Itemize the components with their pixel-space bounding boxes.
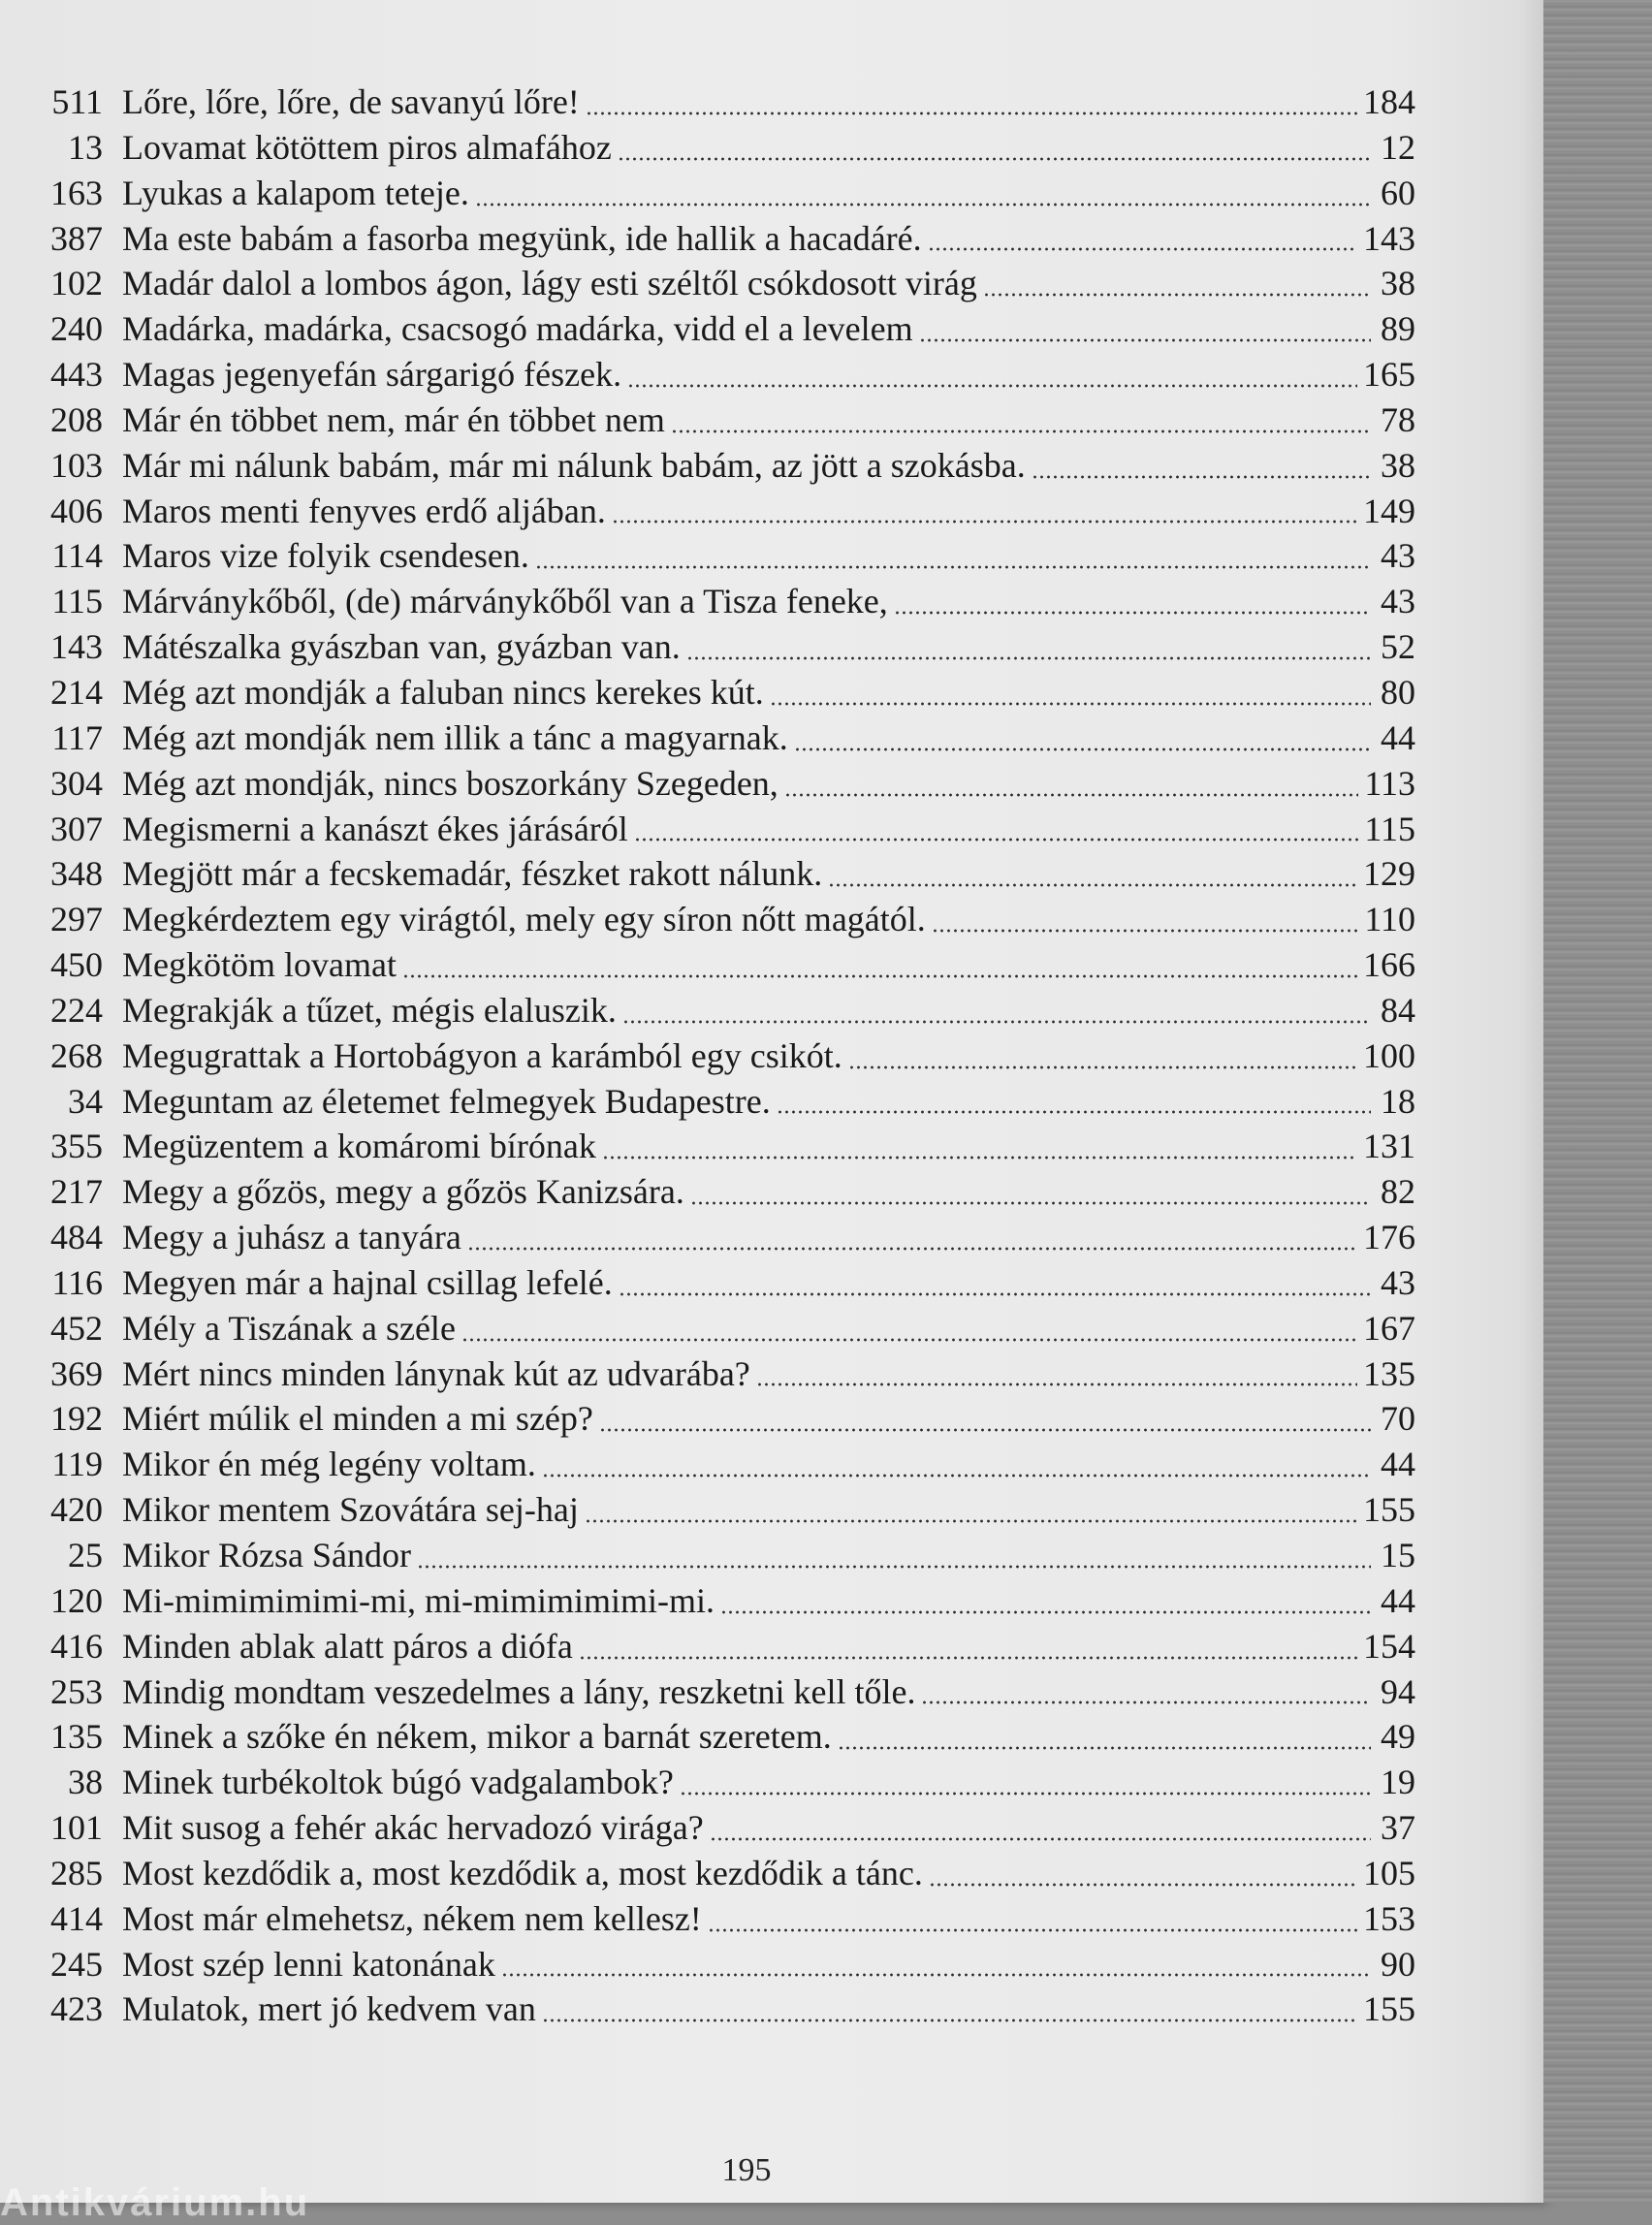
entry-number: 25 xyxy=(68,1536,103,1574)
entry-page: 18 xyxy=(1381,1081,1415,1121)
dot-leader xyxy=(627,384,1357,388)
dot-leader xyxy=(921,1701,1371,1704)
dot-leader xyxy=(690,1201,1371,1205)
entry-page: 19 xyxy=(1381,1763,1415,1802)
entry-title: Megy a juhász a tanyára xyxy=(122,1218,461,1257)
entry-page: 84 xyxy=(1381,990,1415,1030)
dot-leader xyxy=(756,1383,1357,1386)
entry-page: 110 xyxy=(1364,900,1415,939)
page-number: 195 xyxy=(721,2152,772,2188)
dot-leader xyxy=(848,1065,1357,1069)
entry-title: Megkötöm lovamat xyxy=(122,945,397,985)
index-entry xyxy=(39,1035,1415,1081)
entry-number: 406 xyxy=(50,491,103,530)
index-entry xyxy=(39,1988,1415,2034)
entry-page: 143 xyxy=(1363,218,1415,258)
entry-number: 423 xyxy=(50,1989,103,2029)
index-entry xyxy=(39,1807,1415,1853)
index-entry xyxy=(39,1944,1415,1989)
entry-page: 165 xyxy=(1363,355,1415,395)
dot-leader xyxy=(671,429,1371,433)
entry-title: Minek turbékoltok búgó vadgalambok? xyxy=(122,1763,674,1802)
dot-leader xyxy=(828,883,1357,887)
index-entry xyxy=(39,944,1415,990)
entry-page: 52 xyxy=(1381,627,1415,667)
index-entry xyxy=(39,1671,1415,1717)
dot-leader xyxy=(794,747,1371,751)
dot-leader xyxy=(417,1565,1371,1569)
entry-title: Mit susog a fehér akác hervadozó virága? xyxy=(122,1808,704,1848)
dot-leader xyxy=(770,702,1371,706)
entry-page: 167 xyxy=(1363,1308,1415,1348)
entry-page: 44 xyxy=(1381,1580,1415,1620)
entry-title: Maros menti fenyves erdő aljában. xyxy=(122,491,606,530)
entry-number: 217 xyxy=(50,1172,103,1212)
entry-number: 253 xyxy=(50,1671,103,1711)
index-entry xyxy=(39,1308,1415,1353)
entry-number: 115 xyxy=(51,582,103,621)
entry-page: 155 xyxy=(1363,1989,1415,2029)
dot-leader xyxy=(708,1928,1357,1932)
index-entry xyxy=(39,1580,1415,1626)
index-entry xyxy=(39,1535,1415,1580)
entry-title: Még azt mondják a faluban nincs kerekes kút. xyxy=(122,672,764,712)
entry-title: Most szép lenni katonának xyxy=(122,1944,495,1984)
entry-page: 12 xyxy=(1381,127,1415,167)
index-entry xyxy=(39,399,1415,445)
entry-number: 143 xyxy=(50,627,103,667)
dot-leader xyxy=(475,203,1371,207)
dot-leader xyxy=(932,929,1359,933)
entry-number: 120 xyxy=(50,1580,103,1620)
entry-page: 135 xyxy=(1363,1353,1415,1393)
entry-page: 43 xyxy=(1381,536,1415,576)
entry-number: 38 xyxy=(68,1763,103,1802)
entry-number: 114 xyxy=(51,536,103,576)
index-entry xyxy=(39,763,1415,809)
dot-leader xyxy=(622,1020,1371,1024)
index-entry xyxy=(39,1398,1415,1444)
dot-leader xyxy=(680,1792,1371,1796)
entry-title: Most kezdődik a, most kezdődik a, most kezdődik a tánc. xyxy=(122,1853,923,1892)
entry-title: Minden ablak alatt páros a diófa xyxy=(122,1626,573,1666)
entry-page: 94 xyxy=(1381,1671,1415,1711)
entry-title: Megjött már a fecskemadár, fészket rakott nálunk. xyxy=(122,854,823,894)
index-entry xyxy=(39,535,1415,581)
entry-number: 416 xyxy=(50,1626,103,1666)
song-index-list xyxy=(39,81,1415,2034)
dot-leader xyxy=(928,247,1357,251)
index-entry xyxy=(39,81,1415,127)
entry-page: 15 xyxy=(1381,1536,1415,1574)
entry-number: 103 xyxy=(50,445,103,485)
book-edge xyxy=(1543,0,1652,2203)
entry-page: 89 xyxy=(1381,309,1415,349)
dot-leader xyxy=(1032,475,1371,479)
entry-page: 70 xyxy=(1381,1399,1415,1439)
entry-page: 82 xyxy=(1381,1172,1415,1212)
dot-leader xyxy=(599,1428,1371,1432)
entry-page: 113 xyxy=(1364,763,1415,803)
entry-title: Mért nincs minden lánynak kút az udvarába? xyxy=(122,1353,750,1393)
entry-page: 43 xyxy=(1381,1262,1415,1302)
entry-title: Lyukas a kalapom teteje. xyxy=(122,173,469,212)
entry-title: Megismerni a kanászt ékes járásáról xyxy=(122,809,628,848)
index-entry xyxy=(39,1353,1415,1399)
index-entry xyxy=(39,809,1415,854)
entry-number: 414 xyxy=(50,1898,103,1938)
entry-page: 43 xyxy=(1381,582,1415,621)
entry-page: 154 xyxy=(1363,1626,1415,1666)
entry-number: 369 xyxy=(50,1353,103,1393)
dot-leader xyxy=(929,1883,1357,1887)
index-entry xyxy=(39,1081,1415,1127)
entry-title: Mély a Tiszának a széle xyxy=(122,1308,456,1348)
entry-number: 101 xyxy=(50,1808,103,1848)
index-entry xyxy=(39,1898,1415,1944)
entry-title: Lovamat kötöttem piros almafához xyxy=(122,127,612,167)
entry-title: Madár dalol a lombos ágon, lágy esti széltől csókdosott virág xyxy=(122,264,977,303)
entry-title: Mikor Rózsa Sándor xyxy=(122,1536,411,1574)
entry-title: Most már elmehetsz, nékem nem kellesz! xyxy=(122,1898,702,1938)
entry-number: 307 xyxy=(50,809,103,848)
entry-page: 44 xyxy=(1381,1445,1415,1484)
entry-title: Megugrattak a Hortobágyon a karámból egy csikót. xyxy=(122,1035,842,1075)
entry-title: Madárka, madárka, csacsogó madárka, vidd el a levelem xyxy=(122,309,913,349)
entry-page: 184 xyxy=(1363,82,1415,121)
entry-title: Megrakják a tűzet, mégis elaluszik. xyxy=(122,990,617,1030)
entry-title: Mi-mimimimimi-mi, mi-mimimimimi-mi. xyxy=(122,1580,715,1620)
entry-number: 450 xyxy=(50,945,103,985)
entry-number: 420 xyxy=(50,1490,103,1530)
dot-leader xyxy=(402,974,1357,978)
index-entry xyxy=(39,218,1415,264)
entry-page: 153 xyxy=(1363,1898,1415,1938)
dot-leader xyxy=(501,1973,1371,1977)
entry-number: 297 xyxy=(50,900,103,939)
entry-number: 208 xyxy=(50,399,103,439)
index-entry xyxy=(39,491,1415,536)
dot-leader xyxy=(838,1746,1371,1750)
entry-page: 37 xyxy=(1381,1808,1415,1848)
dot-leader xyxy=(461,1338,1357,1342)
entry-page: 90 xyxy=(1381,1944,1415,1984)
entry-number: 224 xyxy=(50,990,103,1030)
entry-number: 34 xyxy=(68,1081,103,1121)
dot-leader xyxy=(619,1292,1371,1296)
index-entry xyxy=(39,717,1415,763)
dot-leader xyxy=(983,293,1371,297)
entry-title: Még azt mondják, nincs boszorkány Szegeden, xyxy=(122,763,778,803)
entry-number: 285 xyxy=(50,1853,103,1892)
index-entry xyxy=(39,1262,1415,1308)
entry-title: Mindig mondtam veszedelmes a lány, reszketni kell tőle. xyxy=(122,1671,916,1711)
dot-leader xyxy=(542,1474,1371,1478)
entry-page: 38 xyxy=(1381,264,1415,303)
entry-number: 484 xyxy=(50,1218,103,1257)
index-entry xyxy=(39,581,1415,626)
entry-page: 78 xyxy=(1381,399,1415,439)
page-edge xyxy=(1518,0,1543,2203)
entry-title: Mikor én még legény voltam. xyxy=(122,1445,536,1484)
index-entry xyxy=(39,1853,1415,1898)
entry-title: Már én többet nem, már én többet nem xyxy=(122,399,665,439)
entry-page: 131 xyxy=(1363,1127,1415,1166)
entry-number: 119 xyxy=(51,1445,103,1484)
entry-number: 240 xyxy=(50,309,103,349)
entry-page: 44 xyxy=(1381,717,1415,757)
dot-leader xyxy=(467,1247,1357,1251)
dot-leader xyxy=(720,1610,1371,1614)
index-entry xyxy=(39,173,1415,218)
entry-page: 100 xyxy=(1363,1035,1415,1075)
index-entry xyxy=(39,1126,1415,1171)
entry-title: Megkérdeztem egy virágtól, mely egy síron nőtt magától. xyxy=(122,900,926,939)
entry-page: 176 xyxy=(1363,1218,1415,1257)
dot-leader xyxy=(894,611,1371,615)
index-entry xyxy=(39,1171,1415,1217)
entry-title: Mátészalka gyászban van, gyázban van. xyxy=(122,627,681,667)
index-entry xyxy=(39,990,1415,1035)
entry-number: 245 xyxy=(50,1944,103,1984)
entry-title: Megy a gőzös, megy a gőzös Kanizsára. xyxy=(122,1172,684,1212)
index-entry xyxy=(39,853,1415,899)
dot-leader xyxy=(535,565,1371,569)
entry-title: Meguntam az életemet felmegyek Budapestre. xyxy=(122,1081,771,1121)
index-entry xyxy=(39,1489,1415,1535)
index-entry xyxy=(39,672,1415,717)
entry-page: 155 xyxy=(1363,1490,1415,1530)
entry-title: Még azt mondják nem illik a tánc a magyarnak. xyxy=(122,717,788,757)
entry-number: 117 xyxy=(51,717,103,757)
entry-page: 60 xyxy=(1381,173,1415,212)
entry-number: 214 xyxy=(50,672,103,712)
entry-title: Lőre, lőre, lőre, de savanyú lőre! xyxy=(122,82,580,121)
entry-page: 115 xyxy=(1364,809,1415,848)
index-entry xyxy=(39,626,1415,672)
entry-title: Ma este babám a fasorba megyünk, ide hallik a hacadáré. xyxy=(122,218,922,258)
index-entry xyxy=(39,1716,1415,1762)
dot-leader xyxy=(919,338,1371,342)
entry-title: Mikor mentem Szovátára sej-haj xyxy=(122,1490,579,1530)
entry-number: 135 xyxy=(50,1717,103,1757)
entry-title: Maros vize folyik csendesen. xyxy=(122,536,529,576)
entry-title: Miért múlik el minden a mi szép? xyxy=(122,1399,593,1439)
entry-page: 129 xyxy=(1363,854,1415,894)
entry-page: 105 xyxy=(1363,1853,1415,1892)
index-entry xyxy=(39,127,1415,173)
entry-number: 452 xyxy=(50,1308,103,1348)
dot-leader xyxy=(634,838,1359,842)
dot-leader xyxy=(710,1837,1371,1841)
entry-number: 443 xyxy=(50,355,103,395)
entry-page: 149 xyxy=(1363,491,1415,530)
watermark: Antikvárium.hu xyxy=(0,2181,310,2224)
dot-leader xyxy=(579,1656,1357,1660)
index-entry xyxy=(39,263,1415,308)
entry-title: Már mi nálunk babám, már mi nálunk babám, az jött a szokásba. xyxy=(122,445,1026,485)
entry-number: 13 xyxy=(68,127,103,167)
dot-leader xyxy=(612,520,1357,524)
entry-page: 80 xyxy=(1381,672,1415,712)
entry-title: Minek a szőke én nékem, mikor a barnát szeretem. xyxy=(122,1717,832,1757)
index-entry xyxy=(39,1217,1415,1262)
index-entry xyxy=(39,899,1415,944)
index-entry xyxy=(39,1444,1415,1489)
dot-leader xyxy=(686,656,1371,660)
entry-number: 116 xyxy=(51,1262,103,1302)
entry-title: Magas jegenyefán sárgarigó fészek. xyxy=(122,355,622,395)
entry-title: Megyen már a hajnal csillag lefelé. xyxy=(122,1262,613,1302)
dot-leader xyxy=(602,1156,1357,1160)
index-entry xyxy=(39,1762,1415,1807)
entry-number: 387 xyxy=(50,218,103,258)
dot-leader xyxy=(618,157,1371,161)
entry-page: 166 xyxy=(1363,945,1415,985)
dot-leader xyxy=(542,2018,1357,2022)
dot-leader xyxy=(585,1519,1357,1523)
entry-number: 102 xyxy=(50,264,103,303)
entry-number: 163 xyxy=(50,173,103,212)
entry-title: Mulatok, mert jó kedvem van xyxy=(122,1989,536,2029)
index-entry xyxy=(39,445,1415,491)
entry-page: 38 xyxy=(1381,445,1415,485)
index-entry xyxy=(39,354,1415,399)
entry-title: Megüzentem a komáromi bírónak xyxy=(122,1127,596,1166)
entry-number: 268 xyxy=(50,1035,103,1075)
entry-number: 348 xyxy=(50,854,103,894)
entry-number: 304 xyxy=(50,763,103,803)
entry-number: 192 xyxy=(50,1399,103,1439)
index-entry xyxy=(39,308,1415,354)
dot-leader xyxy=(777,1110,1371,1114)
entry-page: 49 xyxy=(1381,1717,1415,1757)
index-entry xyxy=(39,1626,1415,1671)
dot-leader xyxy=(784,793,1359,797)
entry-number: 355 xyxy=(50,1127,103,1166)
dot-leader xyxy=(586,111,1357,115)
entry-title: Márványkőből, (de) márványkőből van a Tisza feneke, xyxy=(122,582,888,621)
entry-number: 511 xyxy=(51,82,103,121)
